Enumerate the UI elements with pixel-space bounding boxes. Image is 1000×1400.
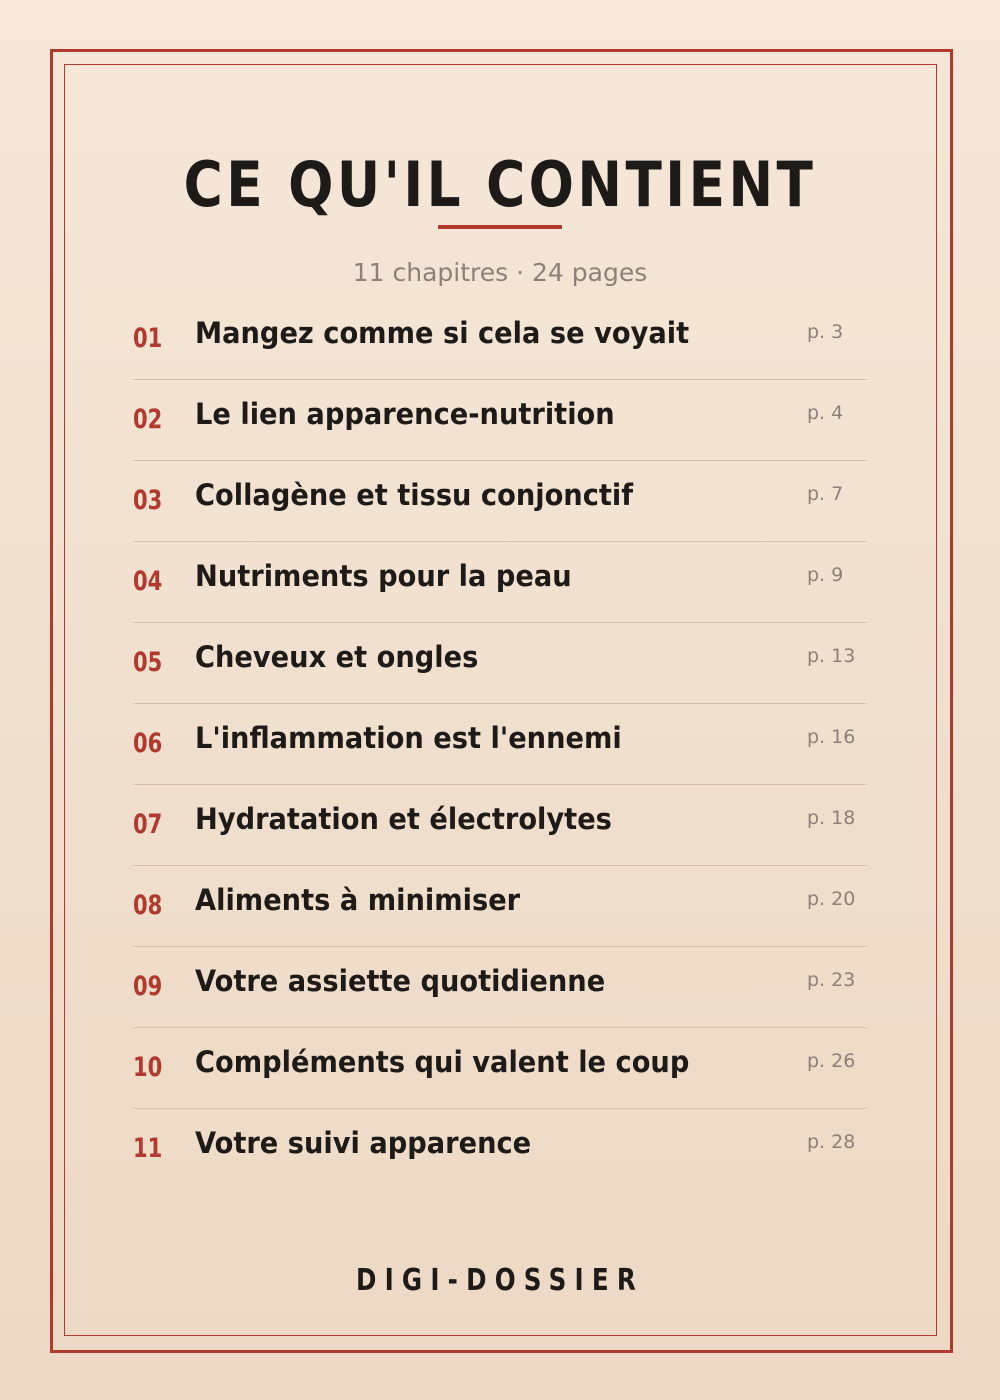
chapter-number: 06 bbox=[133, 728, 163, 759]
chapter-page: p. 13 bbox=[807, 645, 856, 667]
chapter-number: 02 bbox=[133, 404, 163, 435]
page-title: CE QU'IL CONTIENT bbox=[183, 148, 817, 221]
chapter-page: p. 3 bbox=[807, 321, 844, 343]
chapter-title: Compléments qui valent le coup bbox=[195, 1045, 690, 1079]
chapter-row-01[interactable] bbox=[133, 299, 867, 380]
brand-footer: DIGI-DOSSIER bbox=[355, 1263, 645, 1298]
chapter-page: p. 28 bbox=[807, 1131, 856, 1153]
page-subtitle: 11 chapitres · 24 pages bbox=[352, 258, 648, 287]
chapter-row-06[interactable] bbox=[133, 704, 867, 785]
chapter-title: L'inflammation est l'ennemi bbox=[195, 721, 622, 755]
table-of-contents bbox=[133, 299, 867, 1189]
chapter-page: p. 18 bbox=[807, 807, 856, 829]
chapter-number: 07 bbox=[133, 809, 163, 840]
chapter-number: 11 bbox=[133, 1133, 163, 1164]
chapter-title: Nutriments pour la peau bbox=[195, 559, 572, 593]
chapter-number: 01 bbox=[133, 323, 163, 354]
chapter-page: p. 20 bbox=[807, 888, 856, 910]
chapter-row-02[interactable] bbox=[133, 380, 867, 461]
chapter-title: Votre suivi apparence bbox=[195, 1126, 532, 1160]
chapter-number: 03 bbox=[133, 485, 163, 516]
chapter-number: 10 bbox=[133, 1052, 163, 1083]
chapter-row-11[interactable] bbox=[133, 1109, 867, 1189]
chapter-number: 09 bbox=[133, 971, 163, 1002]
chapter-page: p. 23 bbox=[807, 969, 856, 991]
chapter-title: Hydratation et électrolytes bbox=[195, 802, 612, 836]
chapter-page: p. 7 bbox=[807, 483, 844, 505]
title-underline bbox=[438, 225, 562, 229]
chapter-title: Votre assiette quotidienne bbox=[195, 964, 606, 998]
chapter-title: Le lien apparence-nutrition bbox=[195, 397, 615, 431]
chapter-row-08[interactable] bbox=[133, 866, 867, 947]
chapter-row-03[interactable] bbox=[133, 461, 867, 542]
chapter-row-07[interactable] bbox=[133, 785, 867, 866]
chapter-title: Cheveux et ongles bbox=[195, 640, 479, 674]
chapter-row-04[interactable] bbox=[133, 542, 867, 623]
chapter-page: p. 9 bbox=[807, 564, 844, 586]
chapter-page: p. 16 bbox=[807, 726, 856, 748]
chapter-row-10[interactable] bbox=[133, 1028, 867, 1109]
chapter-title: Mangez comme si cela se voyait bbox=[195, 316, 690, 350]
chapter-page: p. 4 bbox=[807, 402, 844, 424]
chapter-title: Aliments à minimiser bbox=[195, 883, 521, 917]
chapter-row-09[interactable] bbox=[133, 947, 867, 1028]
chapter-number: 08 bbox=[133, 890, 163, 921]
chapter-row-05[interactable] bbox=[133, 623, 867, 704]
chapter-number: 04 bbox=[133, 566, 163, 597]
chapter-title: Collagène et tissu conjonctif bbox=[195, 478, 634, 512]
chapter-page: p. 26 bbox=[807, 1050, 856, 1072]
chapter-number: 05 bbox=[133, 647, 163, 678]
